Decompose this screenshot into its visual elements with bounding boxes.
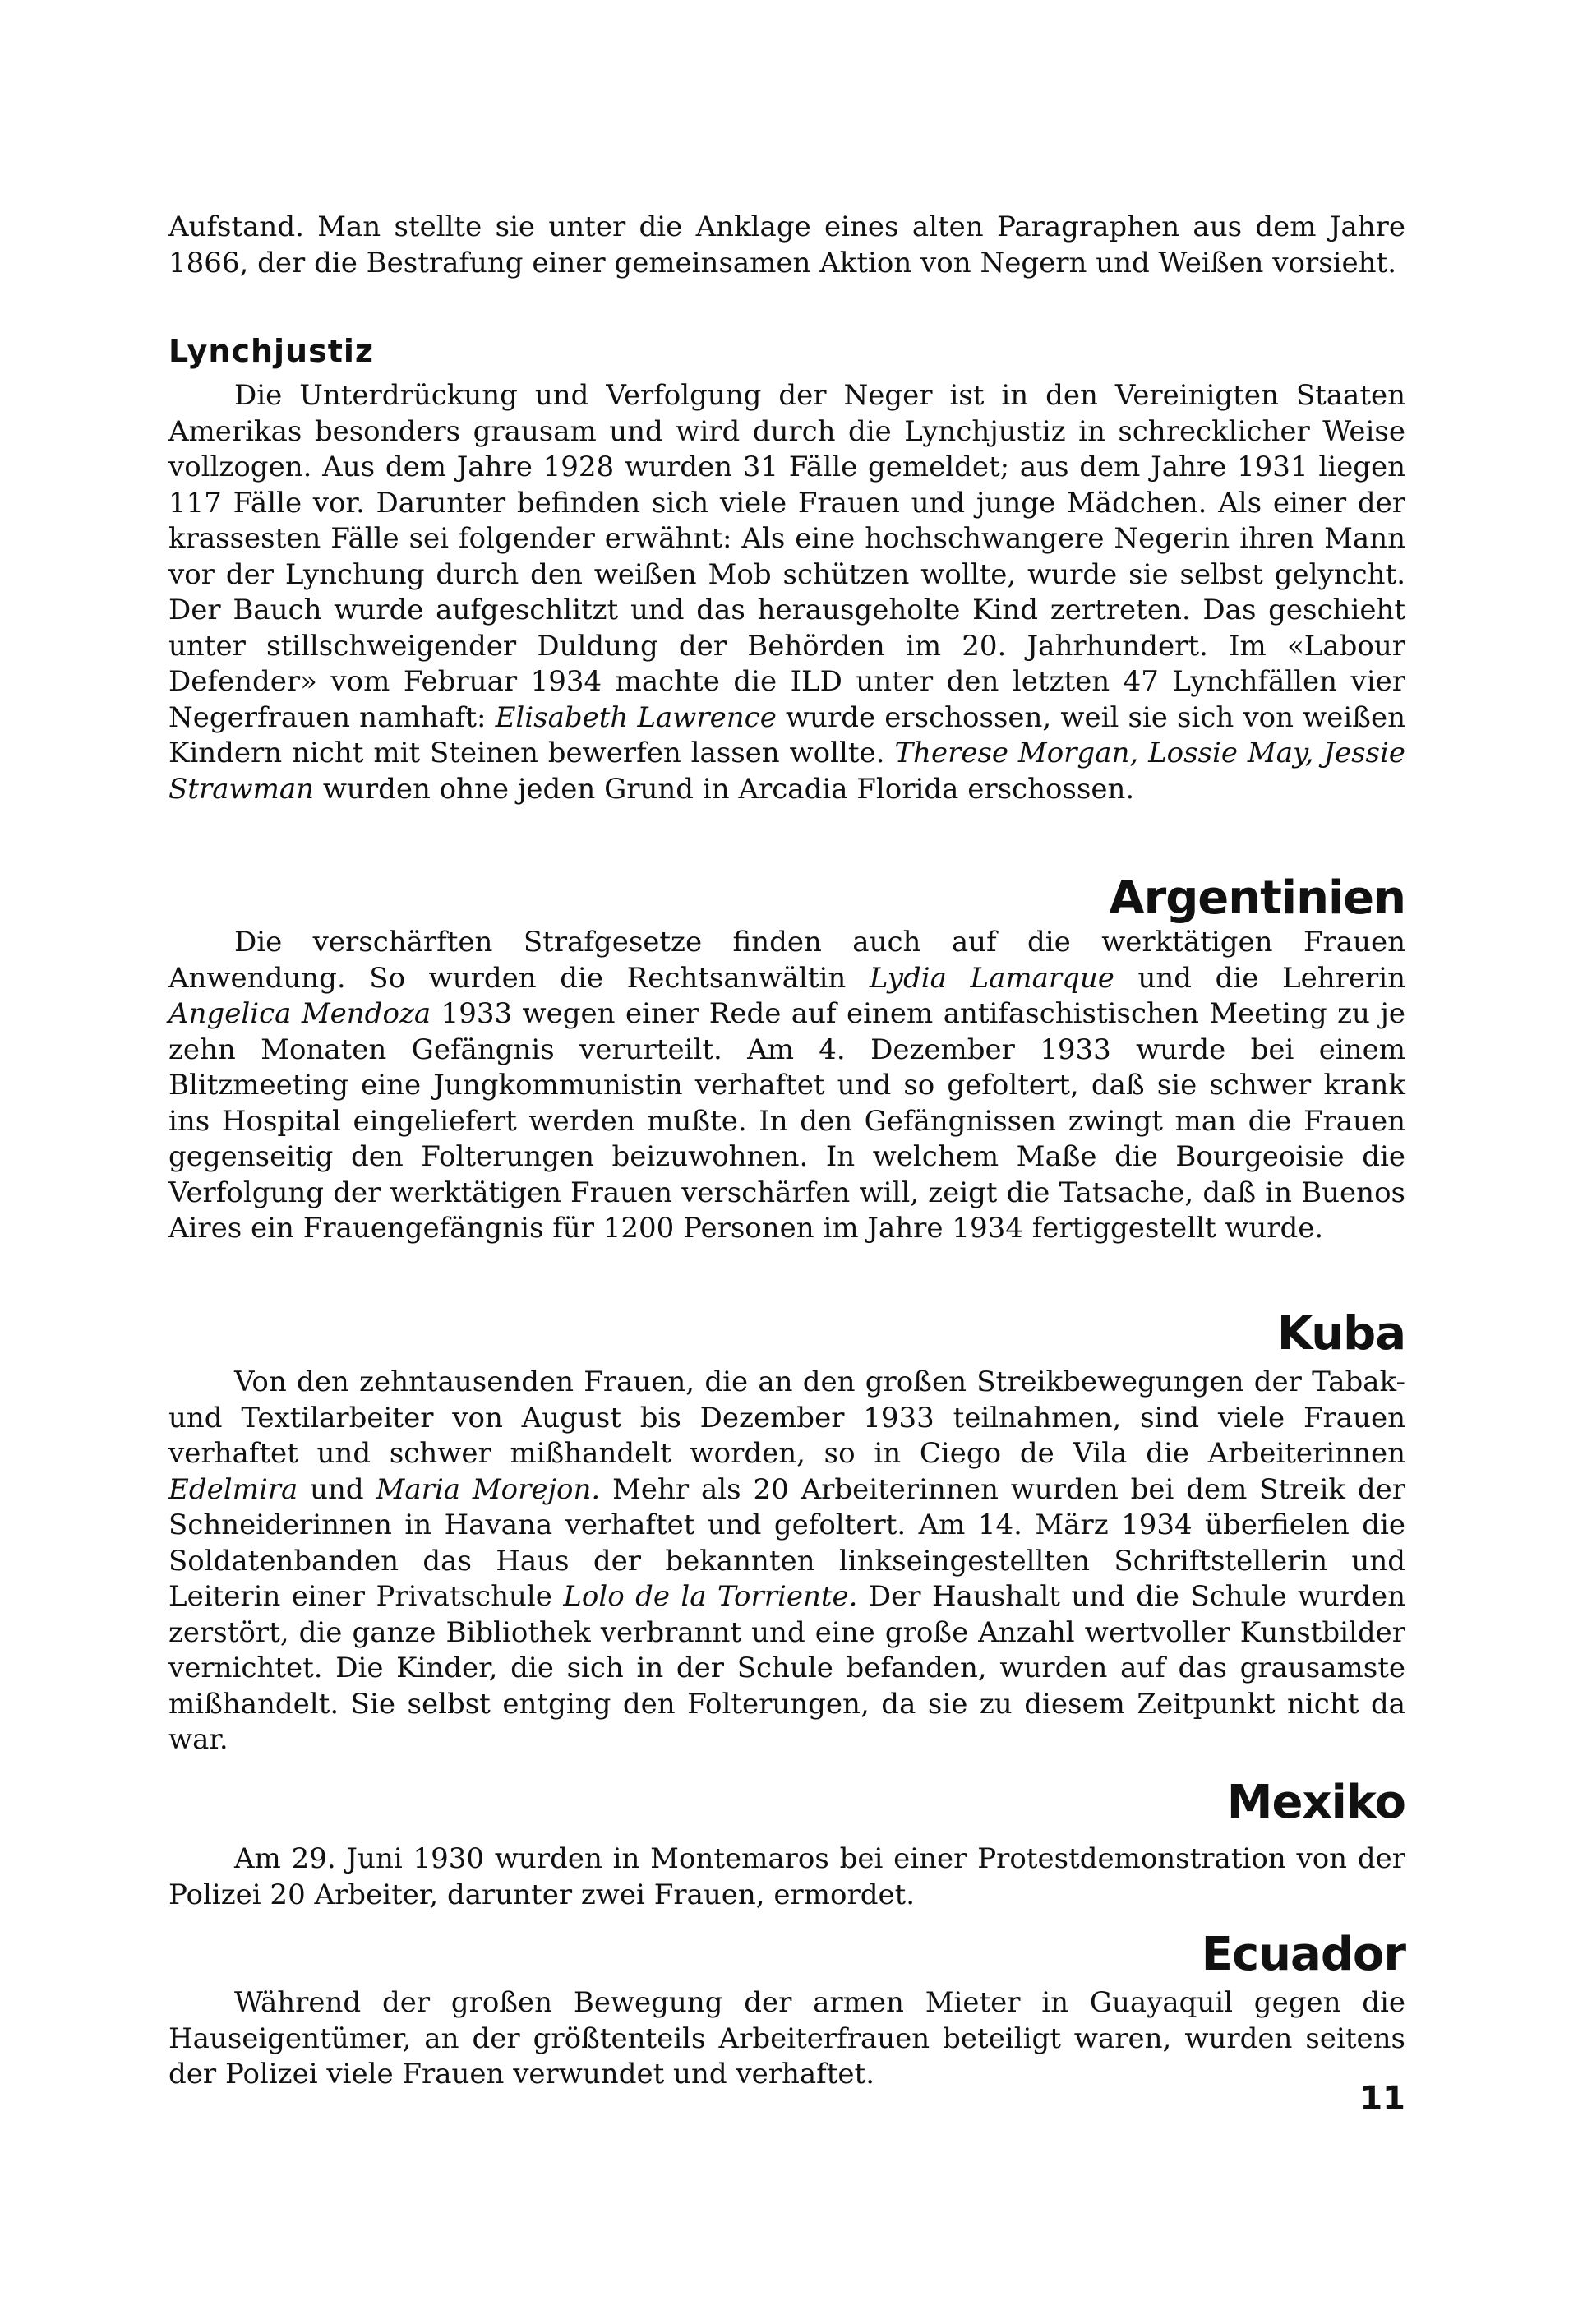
kuba-heading: Kuba	[1276, 1307, 1405, 1361]
kuba-paragraph	[168, 1365, 1405, 1758]
kuba-text-2: und	[310, 1472, 364, 1506]
arg-name-2: Angelica Mendoza	[168, 997, 431, 1030]
kuba-text-3: Mehr als 20 Arbeiterinnen wurden bei dem Streik der Schneiderinnen in Havana verhaftet und gefoltert. Am 14. März 1934 überfielen die Soldatenbanden das Haus der bekannten linkseingestellten Schriftstellerin und Leiterin einer Privatschule	[168, 1472, 1406, 1613]
kuba-name-3: Lolo de la Torriente.	[563, 1580, 858, 1613]
lynchjustiz-section	[168, 378, 1405, 807]
arg-text-1: Die verschärften Strafgesetze finden auch auf die werktätigen Frauen Anwendung. So wurden die Rechtsanwältin	[168, 926, 1405, 995]
lynchjustiz-paragraph	[168, 378, 1405, 807]
lynch-text-2: wurde erschossen, weil sie sich von weißen Kindern nicht mit Steinen bewerfen lassen wollte.	[168, 700, 1405, 769]
mexiko-paragraph: Am 29. Juni 1930 wurden in Montemaros bei einer Protestdemonstration von der Polizei 20 Arbeiter, darunter zwei Frauen, ermordet.	[168, 1842, 1405, 1911]
argentinien-heading: Argentinien	[1109, 871, 1405, 925]
lynch-text-1: Die Unterdrückung und Verfolgung der Neger ist in den Vereinigten Staaten Amerikas besonders grausam und wird durch die Lynchjustiz in schrecklicher Weise vollzogen. Aus dem Jahre 1928 wurden 31 Fälle gemeldet; aus dem Jahre 1931 liegen 117 Fälle vor. Darunter befinden sich viele Frauen und junge Mädchen. Als einer der krassesten Fälle sei folgender erwähnt: Als eine hochschwangere Negerin ihren Mann vor der Lynchung durch den weißen Mob schützen wollte, wurde sie selbst gelyncht. Der Bauch wurde aufgeschlitzt und das herausgeholte Kind zertreten. Das geschieht unter stillschweigender Duldung der Behörden im 20. Jahrhundert. Im «Labour Defender» vom Februar 1934 machte die ILD unter den letzten 47 Lynchfällen vier Negerfrauen namhaft:	[168, 379, 1405, 734]
page-number: 11	[1359, 2080, 1405, 2118]
ecuador-heading: Ecuador	[1201, 1928, 1405, 1981]
lynch-text-3: wurden ohne jeden Grund in Arcadia Florida erschossen.	[322, 772, 1135, 806]
lynch-name-1: Elisabeth Lawrence	[495, 700, 777, 734]
arg-name-1: Lydia Lamarque	[869, 961, 1114, 995]
intro-paragraph: Aufstand. Man stellte sie unter die Anklage eines alten Paragraphen aus dem Jahre 1866, der die Bestrafung einer gemeinsamen Aktion von Negern und Weißen vorsieht.	[168, 210, 1405, 280]
kuba-name-1: Edelmira	[168, 1472, 298, 1506]
argentinien-section	[168, 925, 1405, 1247]
kuba-text-1: Von den zehntausenden Frauen, die an den großen Streikbewegungen der Tabak- und Textilarbeiter von August bis Dezember 1933 teilnahmen, sind viele Frauen verhaftet und schwer mißhandelt worden, so in Ciego de Vila die Arbeiterinnen	[168, 1365, 1405, 1470]
arg-text-2: und die Lehrerin	[1137, 961, 1406, 995]
intro-section	[168, 210, 1405, 281]
kuba-name-2: Maria Morejon.	[376, 1472, 601, 1506]
lynch-name-2: Therese Morgan, Lossie May, Jessie Strawman	[168, 737, 1405, 806]
lynchjustiz-heading: Lynchjustiz	[168, 333, 375, 369]
argentinien-paragraph	[168, 925, 1405, 1247]
arg-text-3: 1933 wegen einer Rede auf einem antifaschistischen Meeting zu je zehn Monaten Gefängnis verurteilt. Am 4. Dezember 1933 wurde bei einem Blitzmeeting eine Jungkommunistin verhaftet und so gefoltert, daß sie schwer krank ins Hospital eingeliefert werden mußte. In den Gefängnissen zwingt man die Frauen gegenseitig den Folterungen beizuwohnen. In welchem Maße die Bourgeoisie die Verfolgung der werktätigen Frauen verschärfen will, zeigt die Tatsache, daß in Buenos Aires ein Frauengefängnis für 1200 Personen im Jahre 1934 fertiggestellt wurde.	[168, 997, 1405, 1245]
ecuador-paragraph: Während der großen Bewegung der armen Mieter in Guayaquil gegen die Hauseigentümer, an der größtenteils Arbeiterfrauen beteiligt waren, wurden seitens der Polizei viele Frauen verwundet und verhaftet.	[168, 1986, 1405, 2091]
kuba-text-4: Der Haushalt und die Schule wurden zerstört, die ganze Bibliothek verbrannt und eine große Anzahl wertvoller Kunstbilder vernichtet. Die Kinder, die sich in der Schule befanden, wurden auf das grausamste mißhandelt. Sie selbst entging den Folterungen, da sie zu diesem Zeitpunkt nicht da war.	[168, 1580, 1406, 1756]
ecuador-section	[168, 1985, 1405, 2093]
mexiko-heading: Mexiko	[1226, 1776, 1405, 1829]
mexiko-section	[168, 1841, 1405, 1913]
kuba-section	[168, 1365, 1405, 1758]
